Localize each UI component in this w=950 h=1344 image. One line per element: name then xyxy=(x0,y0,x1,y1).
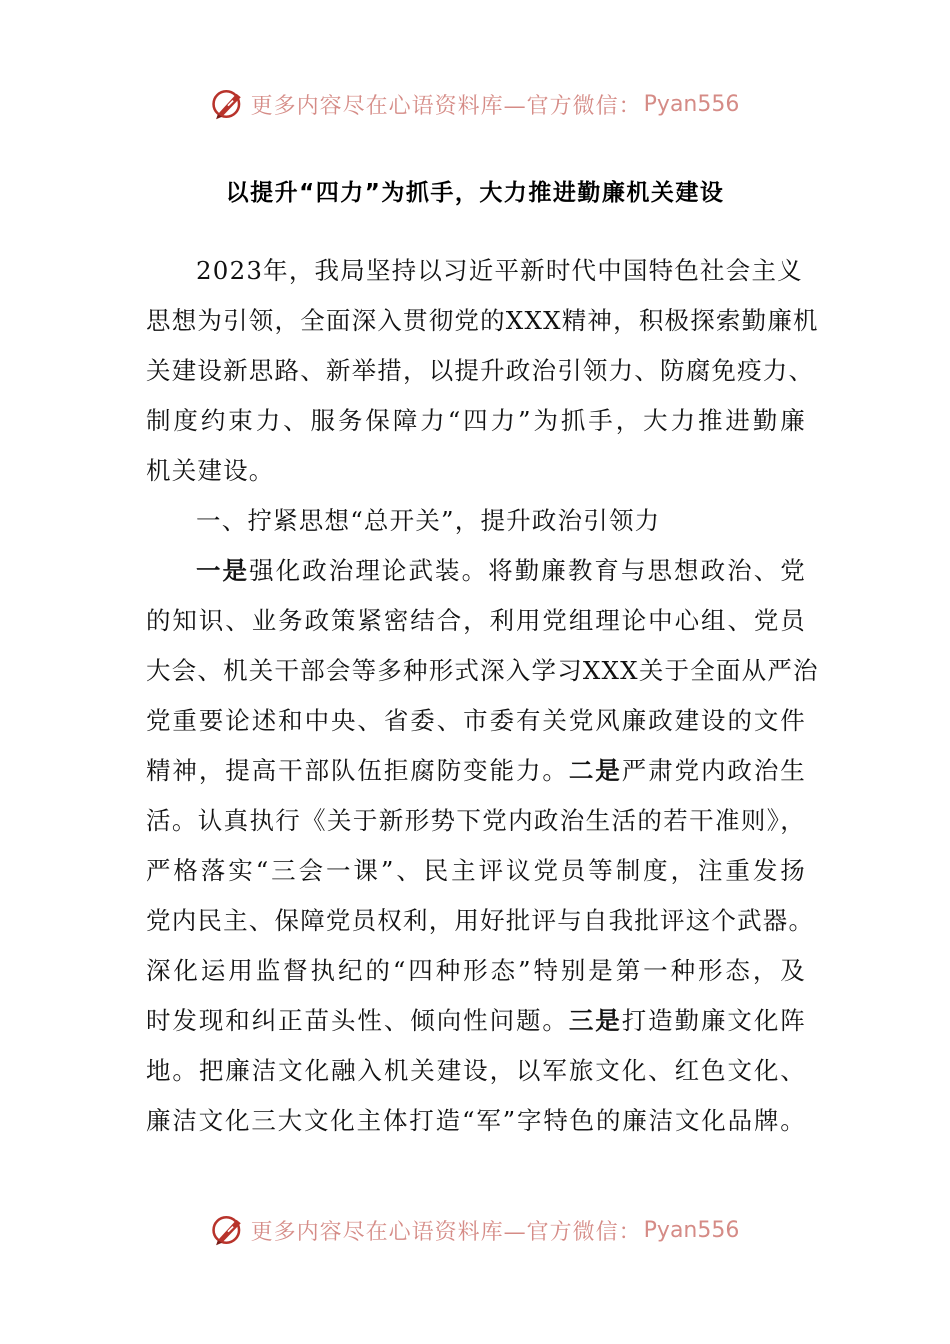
bold-lead: 一是 xyxy=(196,556,250,585)
text-line: 深化运用监督执纪的“四种形态”特别是第一种形态，及 xyxy=(146,956,806,985)
footer-text: 更多内容尽在心语资料库—官方微信： xyxy=(250,1219,642,1245)
document-body xyxy=(146,246,819,1146)
text-line: 思想为引领，全面深入贯彻党的XXX精神，积极探索勤廉机 xyxy=(146,306,819,335)
text-span: 精神，提高干部队伍拒腐防变能力。 xyxy=(146,756,569,785)
header-banner xyxy=(0,82,950,126)
bold-lead: 二是 xyxy=(568,756,622,785)
text-line: 党重要论述和中央、省委、市委有关党风廉政建设的文件 xyxy=(146,706,806,735)
text-line: 地。把廉洁文化融入机关建设，以军旅文化、红色文化、 xyxy=(146,1056,806,1085)
text-line: 2023年，我局坚持以习近平新时代中国特色社会主义 xyxy=(196,256,803,285)
document-title: 以提升“四力”为抓手，大力推进勤廉机关建设 xyxy=(225,180,725,206)
banner-text: 更多内容尽在心语资料库—官方微信： xyxy=(250,93,642,119)
text-line: 关建设新思路、新举措，以提升政治引领力、防腐免疫力、 xyxy=(146,356,815,385)
bold-lead: 三是 xyxy=(568,1006,622,1035)
text-line: 廉洁文化三大文化主体打造“军”字特色的廉洁文化品牌。 xyxy=(146,1106,806,1135)
banner-wechat-id: Pyan556 xyxy=(643,91,740,117)
text-span: 严肃党内政治生 xyxy=(621,756,806,785)
footer-banner xyxy=(0,1208,950,1252)
text-line xyxy=(146,546,806,596)
pen-logo-icon xyxy=(211,1213,245,1247)
pen-logo-icon xyxy=(211,87,245,121)
section-heading: 一、拧紧思想“总开关”，提升政治引领力 xyxy=(196,506,661,535)
text-span: 强化政治理论武装。将勤廉教育与思想政治、党 xyxy=(249,556,806,585)
text-line: 大会、机关干部会等多种形式深入学习XXX关于全面从严治 xyxy=(146,656,819,685)
text-line: 党内民主、保障党员权利，用好批评与自我批评这个武器。 xyxy=(146,906,815,935)
text-span: 打造勤廉文化阵 xyxy=(621,1006,806,1035)
text-line: 机关建设。 xyxy=(146,456,275,485)
text-span: 时发现和纠正苗头性、倾向性问题。 xyxy=(146,1006,569,1035)
text-line xyxy=(146,996,806,1046)
text-line xyxy=(146,746,806,796)
text-line: 活。认真执行《关于新形势下党内政治生活的若干准则》， xyxy=(146,806,806,835)
text-line: 的知识、业务政策紧密结合，利用党组理论中心组、党员 xyxy=(146,606,806,635)
text-line: 严格落实“三会一课”、民主评议党员等制度，注重发扬 xyxy=(146,856,806,885)
text-line: 制度约束力、服务保障力“四力”为抓手，大力推进勤廉 xyxy=(146,406,806,435)
footer-wechat-id: Pyan556 xyxy=(643,1217,740,1243)
